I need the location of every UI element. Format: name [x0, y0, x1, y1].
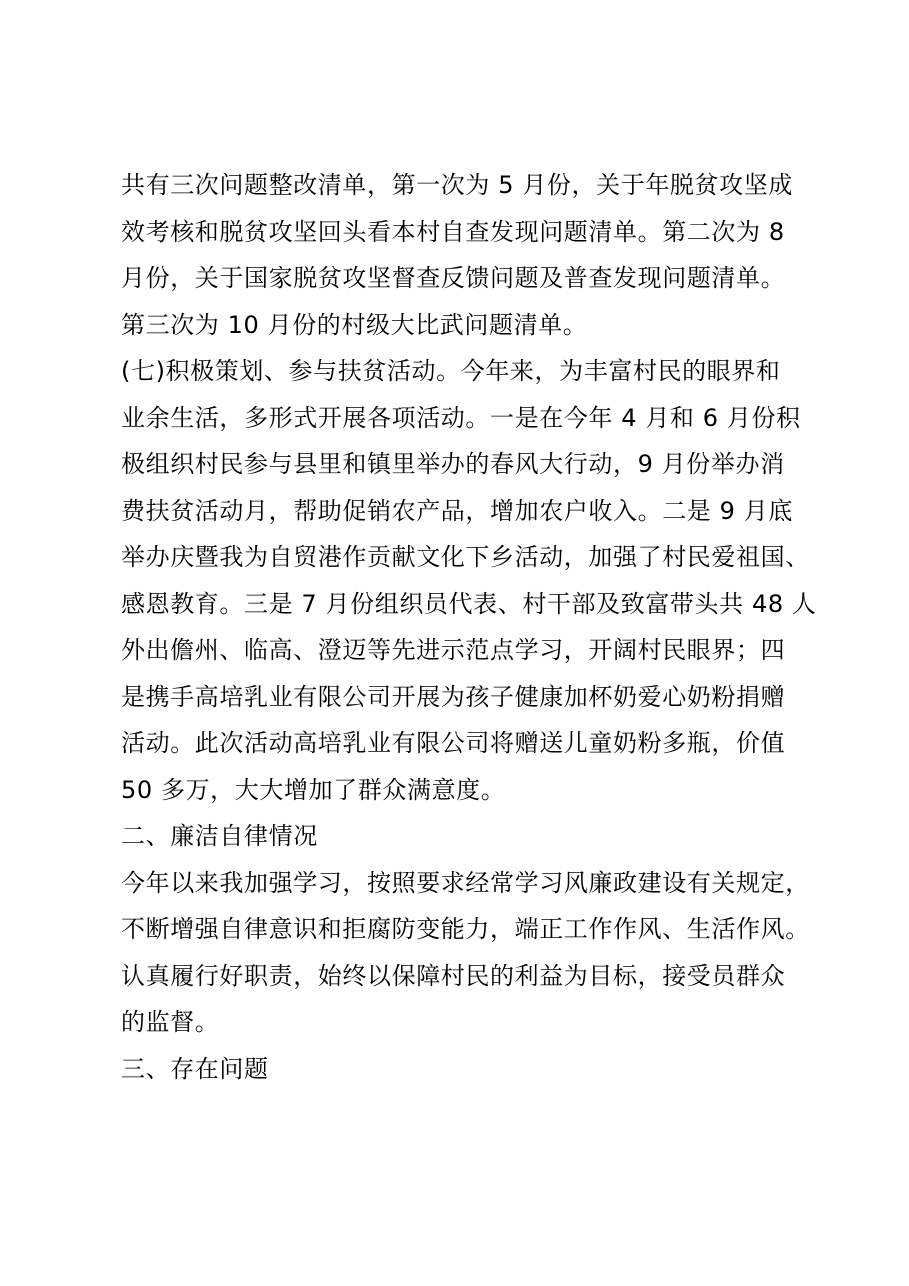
text-line: 共有三次问题整改清单，第一次为 5 月份，关于年脱贫攻坚成 — [121, 171, 793, 199]
text-line: 感恩教育。三是 7 月份组织员代表、村干部及致富带头共 48 人 — [121, 589, 817, 618]
section-heading: 二、廉洁自律情况 — [121, 822, 318, 850]
text-line: 效考核和脱贫攻坚回头看本村自查发现问题清单。第二次为 8 — [121, 217, 785, 246]
text-line: 第三次为 10 月份的村级大比武问题清单。 — [121, 310, 588, 339]
section-heading: 三、存在问题 — [121, 1054, 269, 1083]
text-line: 月份，关于国家脱贫攻坚督查反馈问题及普查发现问题清单。 — [121, 264, 786, 292]
text-line: 业余生活，多形式开展各项活动。一是在今年 4 月和 6 月份积 — [121, 403, 801, 432]
text-line: 不断增强自律意识和拒腐防变能力，端正工作作风、生活作风。 — [121, 915, 810, 943]
text-line: 的监督。 — [121, 1008, 220, 1036]
body-text — [121, 162, 817, 1092]
text-line: 外出儋州、临高、澄迈等先进示范点学习，开阔村民眼界；四 — [121, 636, 786, 664]
text-line: 费扶贫活动月，帮助促销农产品，增加农户收入。二是 9 月底 — [121, 496, 793, 525]
text-line: 是携手高培乳业有限公司开展为孩子健康加杯奶爱心奶粉捐赠 — [121, 682, 786, 711]
text-line: 今年以来我加强学习，按照要求经常学习风廉政建设有关规定， — [121, 868, 810, 897]
text-line: 50 多万，大大增加了群众满意度。 — [121, 775, 506, 804]
text-line: 极组织村民参与县里和镇里举办的春风大行动，9 月份举办消 — [121, 450, 785, 478]
text-line: 认真履行好职责，始终以保障村民的利益为目标，接受员群众 — [121, 961, 786, 990]
text-line: 举办庆暨我为自贸港作贡献文化下乡活动，加强了村民爱祖国、 — [121, 543, 810, 571]
text-line: 活动。此次活动高培乳业有限公司将赠送儿童奶粉多瓶，价值 — [121, 729, 786, 757]
text-line: (七)积极策划、参与扶贫活动。今年来，为丰富村民的眼界和 — [121, 357, 781, 385]
